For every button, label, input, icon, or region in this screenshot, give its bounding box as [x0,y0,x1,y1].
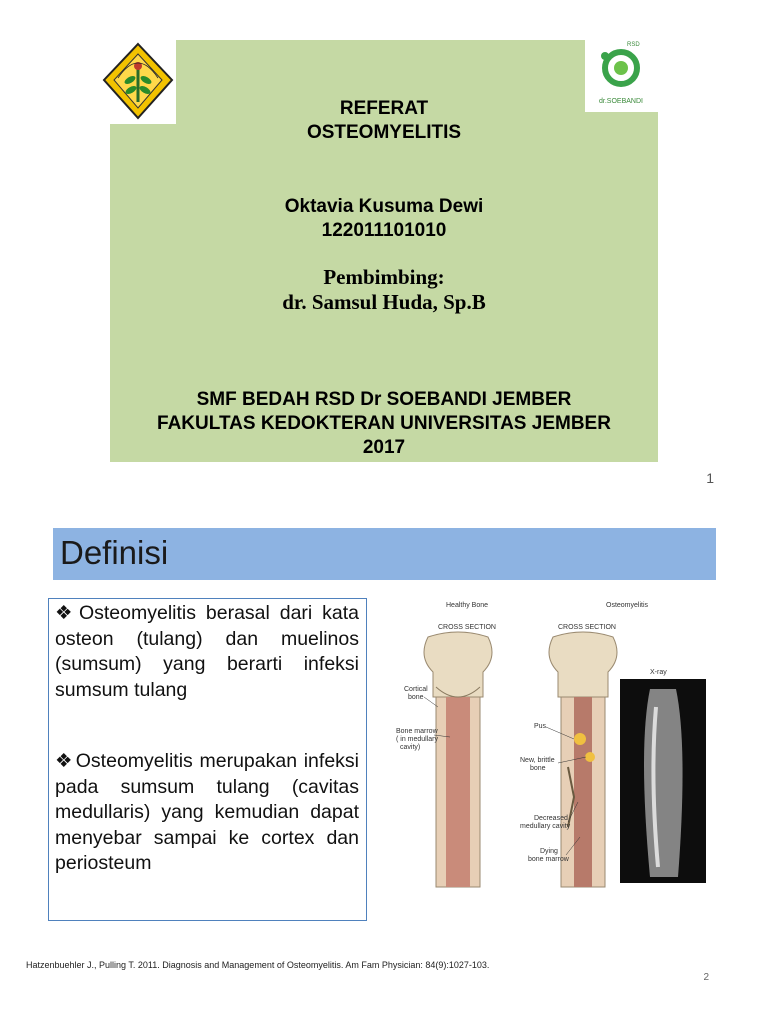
paragraph-2-text: Osteomyelitis merupakan infeksi pada sumsum tulang (cavitas medullaris) yang kemudian dapat menyebar sampai ke cortex dan periosteum [55,750,360,874]
definition-paragraph-1 [55,601,359,703]
title-referat: REFERAT [339,98,429,119]
institution-line-1: SMF BEDAH RSD Dr SOEBANDI JEMBER [196,389,572,410]
definition-paragraph-2 [55,749,359,877]
cross-section-label-1: CROSS SECTION [438,624,496,631]
citation: Hatzenbuehler J., Pulling T. 2011. Diagnosis and Management of Osteomyelitis. Am Fam Physician: 84(9):1027-103. [26,960,490,970]
author-nim: 122011101010 [321,220,447,241]
brittle-label-1: New, brittle [520,757,555,764]
osteomyelitis-illustration [388,597,708,893]
page-number-2: 2 [703,972,709,983]
dying-label-1: Dying [540,848,558,855]
healthy-bone-title: Healthy Bone [446,602,489,609]
supervisor-label: Pembimbing: [323,265,445,289]
marrow-label-1: Bone marrow [396,728,438,735]
healthy-bone-drawing [424,632,492,887]
definition-text-box [48,598,367,921]
xray-image [620,669,706,883]
brittle-label-2: bone [530,765,546,772]
rsd-soebandi-logo [585,38,658,112]
osteomyelitis-title: Osteomyelitis [606,602,649,609]
cortical-label-2: bone [408,694,424,701]
xray-label: X-ray [650,669,667,676]
decreased-label-2: medullary cavity [520,823,571,830]
university-jember-logo-icon [100,40,176,124]
infected-bone-drawing [549,632,617,887]
supervisor-name: dr. Samsul Huda, Sp.B [282,290,486,314]
decreased-label-1: Decreased [534,815,568,822]
definisi-header-bar [53,528,716,580]
cortical-label-1: Cortical [404,686,428,693]
rsd-soebandi-logo-icon [585,38,658,112]
title-slide-panel [110,40,658,462]
pus-label: Pus [534,723,547,730]
institution-line-2: FAKULTAS KEDOKTERAN UNIVERSITAS JEMBER [157,413,611,434]
title-topic: OSTEOMYELITIS [306,122,462,143]
rsd-logo-text: RSD [627,42,640,48]
soebandi-logo-text: dr.SOEBANDI [599,98,643,105]
university-jember-logo [100,40,176,124]
diamond-bullet-icon: ❖ [55,602,77,624]
page-number-1: 1 [706,470,714,486]
diamond-bullet-icon: ❖ [55,750,74,772]
author-name: Oktavia Kusuma Dewi [284,196,484,217]
year: 2017 [362,437,406,458]
paragraph-1-text: Osteomyelitis berasal dari kata osteon (tulang) dan muelinos (sumsum) yang berarti infeksi sumsum tulang [55,602,359,701]
marrow-label-3: cavity) [400,744,421,751]
marrow-label-2: ( in medullary [396,736,439,743]
slide-heading: Definisi [60,534,169,571]
dying-label-2: bone marrow [528,856,569,863]
cross-section-label-2: CROSS SECTION [558,624,616,631]
